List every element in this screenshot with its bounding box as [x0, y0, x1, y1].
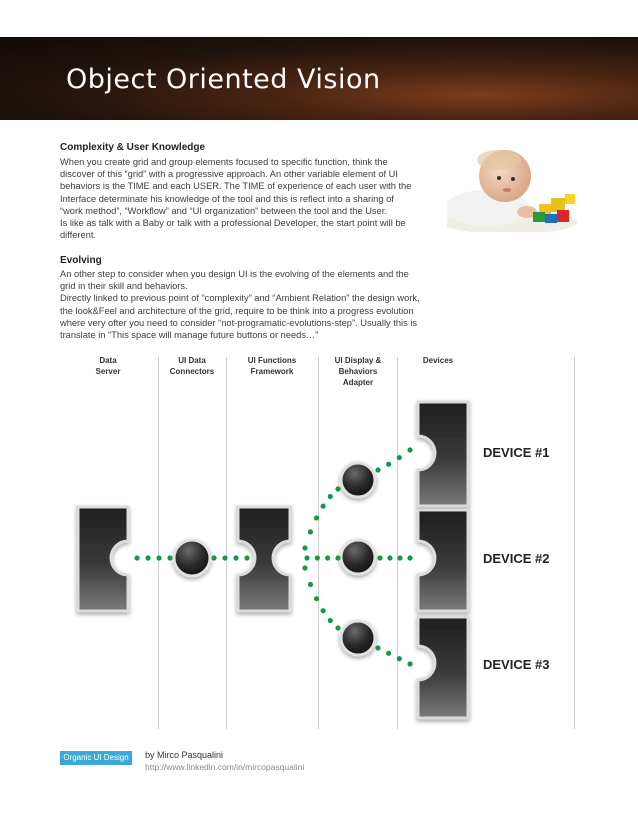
- link-dot: [386, 651, 391, 656]
- connector-node: [174, 540, 210, 576]
- link-dot: [222, 555, 227, 560]
- paragraph-line: different.: [60, 230, 97, 241]
- link-dot: [314, 515, 319, 520]
- link-dot: [328, 494, 333, 499]
- link-dot: [407, 661, 412, 666]
- link-dot: [407, 555, 412, 560]
- link-dot: [302, 545, 307, 550]
- column-label-devices: Devices: [422, 356, 454, 365]
- link-dot: [386, 462, 391, 467]
- device-label-3: DEVICE #3: [483, 657, 550, 672]
- link-dot: [315, 555, 320, 560]
- footer-link[interactable]: http://www.linkedin.com/in/mircopasqualini: [145, 762, 305, 772]
- paragraph-line: Interface determinate his knowledge of the tool and this is reflect into a sharing of: [60, 193, 394, 204]
- device-block-2: [418, 510, 468, 611]
- adapter-node: [341, 463, 375, 497]
- link-dot: [302, 565, 307, 570]
- link-dot: [407, 447, 412, 452]
- page-title: Object Oriented Vision: [66, 64, 381, 95]
- link-dot: [377, 555, 382, 560]
- link-dot: [328, 618, 333, 623]
- link-dot: [397, 656, 402, 661]
- device-label-1: DEVICE #1: [483, 445, 550, 460]
- adapter-node: [341, 540, 375, 574]
- link-dot: [244, 555, 249, 560]
- paragraph-line: behaviors is the TIME and each USER. The TIME of experience of each user with the: [60, 181, 412, 192]
- link-dot: [211, 555, 216, 560]
- paragraph-line: “work method”, “Workflow” and “UI organization” between the tool and the User.: [60, 205, 387, 216]
- paragraph-line: translate in “This space will manage future buttons or needs…”: [60, 330, 319, 341]
- link-dot: [397, 455, 402, 460]
- section-heading-complexity: Complexity & User Knowledge: [60, 142, 206, 153]
- link-dot: [321, 504, 326, 509]
- link-dot: [335, 555, 340, 560]
- footer-author: by Mirco Pasqualini: [145, 750, 224, 760]
- link-dot: [233, 555, 238, 560]
- link-dot: [308, 529, 313, 534]
- column-label-data-server: Data Server: [95, 356, 121, 376]
- paragraph-line: where very ofter you need to consider “not-programatic-evolutions-step”. Usually this is: [60, 317, 418, 328]
- link-dot: [375, 467, 380, 472]
- link-dot: [335, 486, 340, 491]
- link-dot: [167, 555, 172, 560]
- paragraph-line: the look&Feel and architecture of the grid, require to be think into a progress evolution: [60, 305, 414, 316]
- link-dot: [335, 625, 340, 630]
- device-label-2: DEVICE #2: [483, 551, 550, 566]
- paragraph-line: Directly linked to previous point of “complexity” and “Ambient Relation” the design work,: [60, 293, 420, 304]
- link-dot: [304, 555, 309, 560]
- paragraph-line: When you create grid and group elements focused to specific function, think the: [60, 157, 388, 167]
- paragraph-line: grid in their skill and behaviors.: [60, 281, 188, 292]
- adapter-node: [341, 621, 375, 655]
- paragraph-line: Is like as talk with a Baby or talk with a professional Developer, the start point will be: [60, 218, 406, 229]
- column-label-ui-data-connectors: UI Data Connectors: [169, 356, 215, 376]
- footer-tag: Organic UI Design: [60, 751, 132, 765]
- link-dot: [308, 582, 313, 587]
- link-dot: [134, 555, 139, 560]
- paragraph-line: discover of this “grid” with a progressive approach. An other variable element of UI: [60, 169, 398, 180]
- device-block-3: [418, 617, 468, 718]
- data-server-block: [78, 507, 128, 611]
- link-dot: [156, 555, 161, 560]
- link-dot: [397, 555, 402, 560]
- link-dot: [375, 645, 380, 650]
- link-dot: [145, 555, 150, 560]
- section-heading-evolving: Evolving: [60, 255, 102, 266]
- link-dot: [325, 555, 330, 560]
- device-block-1: [418, 402, 468, 506]
- link-dot: [321, 608, 326, 613]
- column-label-ui-display-adapter: UI Display & Behaviors Adapter: [334, 356, 382, 387]
- column-label-ui-functions-framework: UI Functions Framework: [247, 356, 297, 376]
- link-dot: [314, 596, 319, 601]
- link-dot: [387, 555, 392, 560]
- paragraph-line: An other step to consider when you design UI is the evolving of the elements and the: [60, 269, 409, 279]
